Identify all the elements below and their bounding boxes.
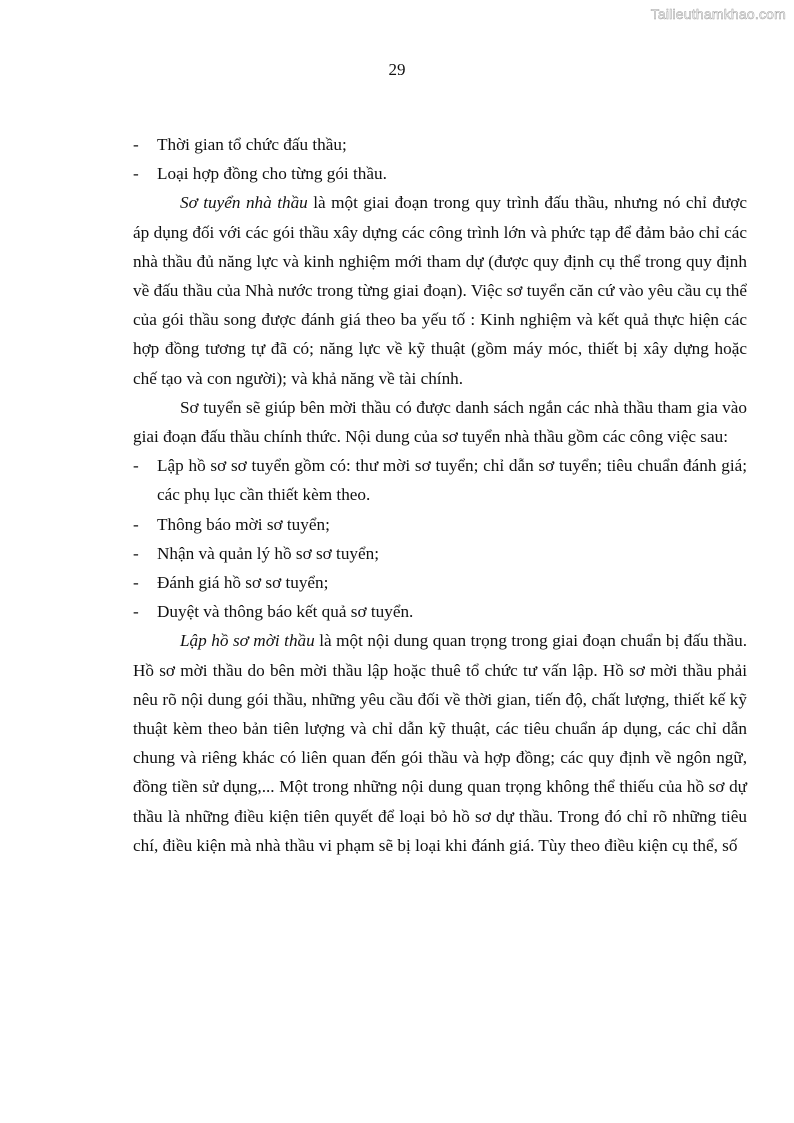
bullet-dash: - bbox=[133, 543, 139, 563]
list-item bbox=[133, 159, 747, 188]
bullet-dash: - bbox=[133, 573, 139, 593]
bullet-dash: - bbox=[133, 514, 139, 534]
list-item bbox=[133, 510, 747, 539]
paragraph-prequalification bbox=[133, 188, 747, 392]
list-item bbox=[133, 568, 747, 597]
paragraph-bidding-documents bbox=[133, 626, 747, 860]
list-item-text: Nhận và quản lý hồ sơ sơ tuyển; bbox=[157, 543, 380, 563]
italic-term: Lập hồ sơ mời thầu bbox=[180, 631, 315, 651]
list-item bbox=[133, 451, 747, 509]
list-item-text: Loại hợp đồng cho từng gói thầu. bbox=[157, 164, 387, 184]
bullet-dash: - bbox=[133, 602, 139, 622]
list-item-text: Duyệt và thông báo kết quả sơ tuyển. bbox=[157, 602, 414, 622]
list-item-text: Thời gian tổ chức đấu thầu; bbox=[157, 135, 347, 154]
bullet-dash: - bbox=[133, 135, 139, 154]
paragraph-text: là một giai đoạn trong quy trình đấu thầu, nhưng nó chỉ được áp dụng đối với các gói thầu xây dựng các công trình lớn và phức tạp để đảm bảo chỉ các nhà thầu đủ năng lực và kinh nghiệm mới tham dự (được quy định cụ thể trong quy định về đấu thầu của Nhà nước trong từng giai đoạn). Việc sơ tuyển căn cứ vào yêu cầu cụ thể của gói thầu song được đánh giá theo ba yếu tố : Kinh nghiệm và kết quả thực hiện các hợp đồng tương tự đã có; năng lực về kỹ thuật (gồm máy móc, thiết bị xây dựng hoặc chế tạo và con người); và khả năng về tài chính. bbox=[133, 193, 748, 388]
list-item-text: Lập hồ sơ sơ tuyển gồm có: thư mời sơ tuyển; chỉ dẫn sơ tuyển; tiêu chuẩn đánh giá; các phụ lục cần thiết kèm theo. bbox=[157, 456, 747, 505]
italic-term: Sơ tuyển nhà thầu bbox=[180, 193, 308, 213]
page-number: 29 bbox=[388, 60, 406, 79]
watermark: Tailieuthamkhao.com bbox=[650, 6, 786, 22]
list-item-text: Thông báo mời sơ tuyển; bbox=[157, 514, 330, 534]
document-body bbox=[133, 130, 747, 860]
list-item bbox=[133, 130, 747, 159]
paragraph-text: là một nội dung quan trọng trong giai đoạn chuẩn bị đấu thầu. Hồ sơ mời thầu do bên mời thầu lập hoặc thuê tổ chức tư vấn lập. Hồ sơ mời thầu phải nêu rõ nội dung gói thầu, những yêu cầu đối về thời gian, tiến độ, chất lượng, thiết kế kỹ thuật kèm theo bản tiên lượng và chỉ dẫn kỹ thuật, các tiêu chuẩn áp dụng, các chỉ dẫn chung và riêng khác có liên quan đến gói thầu và hợp đồng; các quy định về ngôn ngữ, đồng tiền sử dụng,... Một trong những nội dung quan trọng không thể thiếu của hồ sơ dự thầu là những điều kiện tiên quyết để loại bỏ hồ sơ dự thầu. Trong đó chỉ rõ những tiêu chí, điều kiện mà nhà thầu vi phạm sẽ bị loại khi đánh giá. Tùy theo điều kiện cụ thể, số bbox=[133, 631, 748, 855]
bullet-dash: - bbox=[133, 456, 139, 476]
list-item bbox=[133, 539, 747, 568]
list-item bbox=[133, 597, 747, 626]
bullet-dash: - bbox=[133, 164, 139, 184]
paragraph-shortlist bbox=[133, 393, 747, 451]
list-item-text: Đánh giá hồ sơ sơ tuyển; bbox=[157, 573, 329, 593]
paragraph-text: Sơ tuyển sẽ giúp bên mời thầu có được danh sách ngắn các nhà thầu tham gia vào giai đoạn đấu thầu chính thức. Nội dung của sơ tuyển nhà thầu gồm các công việc sau: bbox=[133, 397, 747, 447]
